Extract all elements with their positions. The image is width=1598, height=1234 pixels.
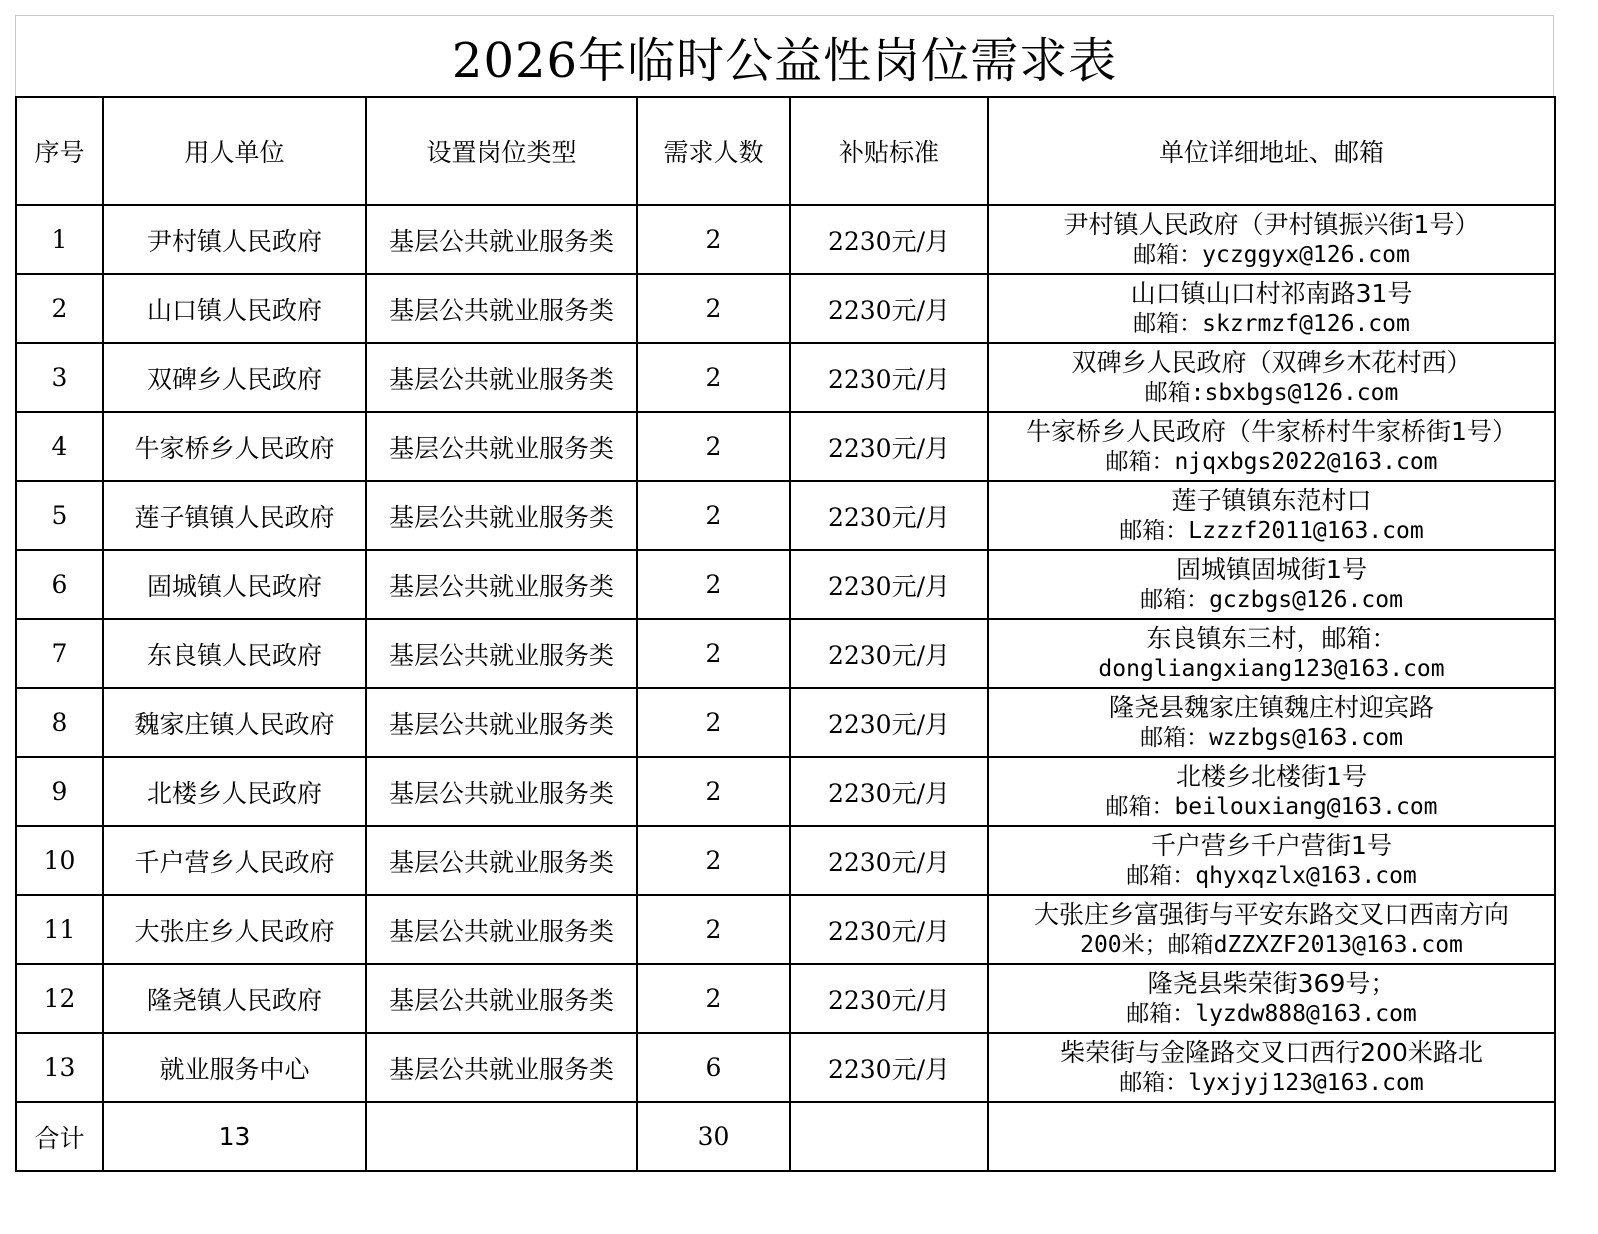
address-line: 北楼乡北楼街1号	[1176, 761, 1367, 791]
table-body	[16, 205, 1555, 1171]
email-line: 邮箱：Lzzzf2011@163.com	[1119, 517, 1424, 544]
row-post-type: 基层公共就业服务类	[366, 481, 637, 550]
row-address	[988, 688, 1555, 757]
row-demand: 2	[637, 619, 790, 688]
row-subsidy: 2230元/月	[790, 964, 988, 1033]
row-address	[988, 343, 1555, 412]
row-address	[988, 964, 1555, 1033]
row-demand: 6	[637, 1033, 790, 1102]
row-address	[988, 205, 1555, 274]
row-address	[988, 1033, 1555, 1102]
row-post-type: 基层公共就业服务类	[366, 1033, 637, 1102]
row-employer: 千户营乡人民政府	[103, 826, 366, 895]
row-post-type: 基层公共就业服务类	[366, 343, 637, 412]
row-seq: 7	[16, 619, 103, 688]
total-address	[988, 1102, 1555, 1171]
row-employer: 双碑乡人民政府	[103, 343, 366, 412]
row-seq: 3	[16, 343, 103, 412]
page-title: 2026年临时公益性岗位需求表	[15, 15, 1554, 96]
row-subsidy: 2230元/月	[790, 274, 988, 343]
row-address	[988, 757, 1555, 826]
row-address	[988, 274, 1555, 343]
row-seq: 13	[16, 1033, 103, 1102]
row-seq: 10	[16, 826, 103, 895]
email-line: 200米；邮箱dZZXZF2013@163.com	[1080, 931, 1463, 958]
total-demand: 30	[637, 1102, 790, 1171]
row-employer: 大张庄乡人民政府	[103, 895, 366, 964]
row-demand: 2	[637, 757, 790, 826]
demand-table	[15, 96, 1556, 1172]
row-demand: 2	[637, 343, 790, 412]
row-subsidy: 2230元/月	[790, 688, 988, 757]
header-row	[16, 97, 1555, 205]
row-address	[988, 412, 1555, 481]
row-demand: 2	[637, 964, 790, 1033]
table-row	[16, 481, 1555, 550]
row-employer: 尹村镇人民政府	[103, 205, 366, 274]
table-row	[16, 619, 1555, 688]
row-employer: 隆尧镇人民政府	[103, 964, 366, 1033]
table-row	[16, 688, 1555, 757]
email-line: 邮箱：wzzbgs@163.com	[1140, 724, 1403, 751]
address-line: 固城镇固城街1号	[1176, 554, 1367, 584]
row-address	[988, 619, 1555, 688]
total-label: 合计	[16, 1102, 103, 1171]
row-subsidy: 2230元/月	[790, 343, 988, 412]
row-subsidy: 2230元/月	[790, 481, 988, 550]
row-seq: 12	[16, 964, 103, 1033]
table-row	[16, 343, 1555, 412]
row-employer: 山口镇人民政府	[103, 274, 366, 343]
row-subsidy: 2230元/月	[790, 205, 988, 274]
row-post-type: 基层公共就业服务类	[366, 757, 637, 826]
row-address	[988, 550, 1555, 619]
total-post-type	[366, 1102, 637, 1171]
email-line: 邮箱：njqxbgs2022@163.com	[1105, 448, 1438, 475]
row-subsidy: 2230元/月	[790, 826, 988, 895]
header-post-type: 设置岗位类型	[366, 97, 637, 205]
table-row	[16, 826, 1555, 895]
row-employer: 东良镇人民政府	[103, 619, 366, 688]
row-address	[988, 481, 1555, 550]
table-row	[16, 205, 1555, 274]
email-line: 邮箱：lyxjyj123@163.com	[1119, 1069, 1424, 1096]
address-line: 东良镇东三村，邮箱：	[1146, 623, 1397, 653]
row-post-type: 基层公共就业服务类	[366, 964, 637, 1033]
address-line: 大张庄乡富强街与平安东路交叉口西南方向	[1033, 899, 1509, 929]
table-row	[16, 412, 1555, 481]
row-address	[988, 895, 1555, 964]
row-demand: 2	[637, 205, 790, 274]
row-post-type: 基层公共就业服务类	[366, 895, 637, 964]
email-line: 邮箱：gczbgs@126.com	[1140, 586, 1403, 613]
address-line: 隆尧县魏家庄镇魏庄村迎宾路	[1108, 692, 1434, 722]
total-employer-count: 13	[103, 1102, 366, 1171]
row-demand: 2	[637, 481, 790, 550]
table-row	[16, 1033, 1555, 1102]
header-address: 单位详细地址、邮箱	[988, 97, 1555, 205]
table-row	[16, 274, 1555, 343]
row-address	[988, 826, 1555, 895]
row-post-type: 基层公共就业服务类	[366, 550, 637, 619]
row-post-type: 基层公共就业服务类	[366, 274, 637, 343]
table-row	[16, 757, 1555, 826]
row-seq: 2	[16, 274, 103, 343]
row-demand: 2	[637, 688, 790, 757]
row-employer: 莲子镇镇人民政府	[103, 481, 366, 550]
table-row	[16, 964, 1555, 1033]
row-seq: 4	[16, 412, 103, 481]
total-row	[16, 1102, 1555, 1171]
row-employer: 牛家桥乡人民政府	[103, 412, 366, 481]
email-line: 邮箱：qhyxqzlx@163.com	[1126, 862, 1417, 889]
row-subsidy: 2230元/月	[790, 1033, 988, 1102]
row-subsidy: 2230元/月	[790, 895, 988, 964]
header-subsidy: 补贴标准	[790, 97, 988, 205]
row-demand: 2	[637, 550, 790, 619]
row-post-type: 基层公共就业服务类	[366, 826, 637, 895]
email-line: dongliangxiang123@163.com	[1098, 655, 1445, 682]
address-line: 山口镇山口村祁南路31号	[1130, 278, 1413, 308]
total-subsidy	[790, 1102, 988, 1171]
table-row	[16, 895, 1555, 964]
email-line: 邮箱：lyzdw888@163.com	[1126, 1000, 1417, 1027]
header-employer: 用人单位	[103, 97, 366, 205]
row-seq: 8	[16, 688, 103, 757]
email-line: 邮箱：beilouxiang@163.com	[1105, 793, 1438, 820]
address-line: 莲子镇镇东范村口	[1171, 485, 1372, 515]
row-subsidy: 2230元/月	[790, 619, 988, 688]
address-line: 双碑乡人民政府（双碑乡木花村西）	[1071, 347, 1472, 377]
email-line: 邮箱：yczggyx@126.com	[1133, 241, 1410, 268]
row-post-type: 基层公共就业服务类	[366, 205, 637, 274]
row-subsidy: 2230元/月	[790, 757, 988, 826]
row-employer: 魏家庄镇人民政府	[103, 688, 366, 757]
row-demand: 2	[637, 895, 790, 964]
row-demand: 2	[637, 412, 790, 481]
header-seq: 序号	[16, 97, 103, 205]
spreadsheet	[15, 15, 1554, 1197]
row-post-type: 基层公共就业服务类	[366, 619, 637, 688]
row-demand: 2	[637, 274, 790, 343]
row-employer: 北楼乡人民政府	[103, 757, 366, 826]
row-demand: 2	[637, 826, 790, 895]
row-post-type: 基层公共就业服务类	[366, 688, 637, 757]
address-line: 隆尧县柴荣街369号；	[1147, 968, 1396, 998]
address-line: 千户营乡千户营街1号	[1151, 830, 1392, 860]
header-demand: 需求人数	[637, 97, 790, 205]
row-seq: 9	[16, 757, 103, 826]
row-post-type: 基层公共就业服务类	[366, 412, 637, 481]
row-employer: 就业服务中心	[103, 1033, 366, 1102]
email-line: 邮箱:sbxbgs@126.com	[1144, 379, 1399, 406]
row-seq: 6	[16, 550, 103, 619]
email-line: 邮箱：skzrmzf@126.com	[1133, 310, 1410, 337]
row-seq: 5	[16, 481, 103, 550]
address-line: 柴荣街与金隆路交叉口西行200米路北	[1060, 1037, 1483, 1067]
row-employer: 固城镇人民政府	[103, 550, 366, 619]
table-row	[16, 550, 1555, 619]
row-subsidy: 2230元/月	[790, 550, 988, 619]
row-subsidy: 2230元/月	[790, 412, 988, 481]
address-line: 尹村镇人民政府（尹村镇振兴街1号）	[1063, 209, 1480, 239]
row-seq: 11	[16, 895, 103, 964]
address-line: 牛家桥乡人民政府（牛家桥村牛家桥街1号）	[1026, 416, 1517, 446]
row-seq: 1	[16, 205, 103, 274]
